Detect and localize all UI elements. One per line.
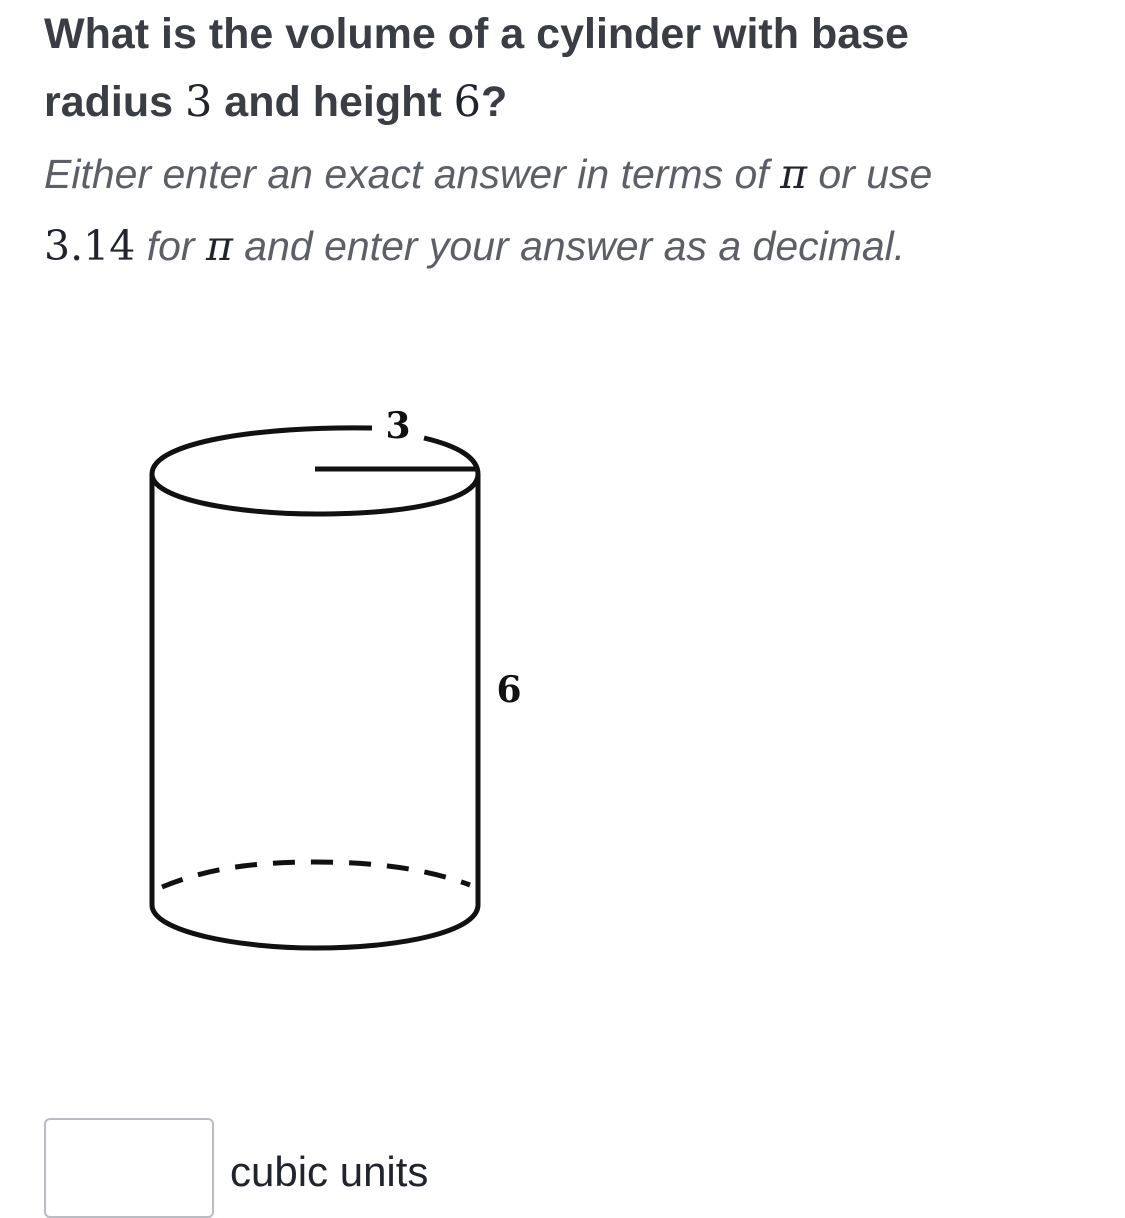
height-label: 6 (496, 669, 522, 711)
radius-label: 3 (385, 405, 411, 447)
answer-input[interactable] (44, 1118, 214, 1218)
radius-value: 3 (185, 77, 213, 127)
pi-approximation: 3.14 (44, 222, 136, 270)
question-text-2c: ? (481, 78, 508, 126)
instruction-text-2b: and enter your answer as a decimal. (232, 223, 906, 269)
unit-label: cubic units (230, 1148, 429, 1195)
height-value: 6 (453, 77, 481, 127)
question-text-2b: and height (212, 78, 454, 126)
question-text-2a: radius (44, 78, 185, 126)
question-text-1: What is the volume of a cylinder with base (44, 10, 909, 58)
pi-symbol-2: π (205, 222, 233, 270)
pi-symbol: π (780, 150, 808, 198)
answer-row (44, 1118, 428, 1218)
cylinder-bottom-front-edge (152, 905, 478, 948)
instruction-text-1a: Either enter an exact answer in terms of (44, 151, 781, 197)
cylinder-bottom-back-edge (162, 862, 470, 887)
instruction-text-2a: for (135, 223, 206, 269)
instruction-text-1b: or use (807, 151, 933, 197)
